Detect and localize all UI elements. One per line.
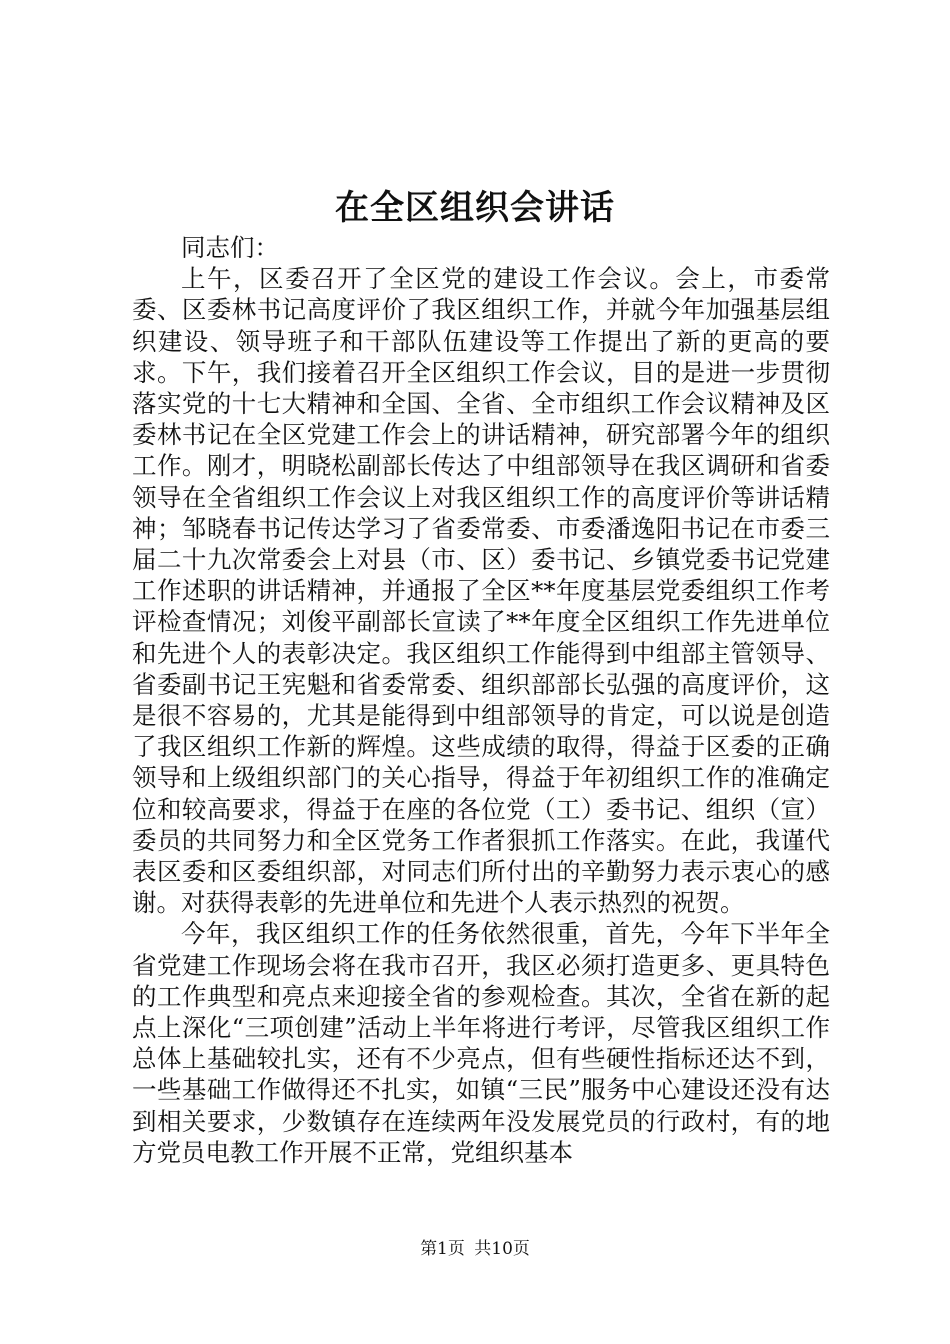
- paragraph-1: 上午，区委召开了全区党的建设工作会议。会上，市委常委、区委林书记高度评价了我区组织工作，并就今年加强基层组织建设、领导班子和干部队伍建设等工作提出了新的更高的要求。下午，我们接着召开全区组织工作会议，目的是进一步贯彻落实党的十七大精神和全国、全省、全市组织工作会议精神及区委林书记在全区党建工作会上的讲话精神，研究部署今年的组织工作。刚才，明晓松副部长传达了中组部领导在我区调研和省委领导在全省组织工作会议上对我区组织工作的高度评价等讲话精神；邹晓春书记传达学习了省委常委、市委潘逸阳书记在市委三届二十九次常委会上对县（市、区）委书记、乡镇党委书记党建工作述职的讲话精神，并通报了全区**年度基层党委组织工作考评检查情况；刘俊平副部长宣读了**年度全区组织工作先进单位和先进个人的表彰决定。我区组织工作能得到中组部主管领导、省委副书记王宪魁和省委常委、组织部部长弘强的高度评价，这是很不容易的，尤其是能得到中组部领导的肯定，可以说是创造了我区组织工作新的辉煌。这些成绩的取得，得益于区委的正确领导和上级组织部门的关心指导，得益于年初组织工作的准确定位和较高要求，得益于在座的各位党（工）委书记、组织（宣）委员的共同努力和全区党务工作者狠抓工作落实。在此，我谨代表区委和区委组织部，对同志们所付出的辛勤努力表示衷心的感谢。对获得表彰的先进单位和先进个人表示热烈的祝贺。: [132, 264, 830, 918]
- greeting: 同志们：: [181, 233, 279, 262]
- document-title: 在全区组织会讲话: [335, 188, 615, 228]
- paragraph-2: 今年，我区组织工作的任务依然很重，首先，今年下半年全省党建工作现场会将在我市召开，我区必须打造更多、更具特色的工作典型和亮点来迎接全省的参观检查。其次，全省在新的起点上深化“三项创建”活动上半年将进行考评，尽管我区组织工作总体上基础较扎实，还有不少亮点，但有些硬性指标还达不到，一些基础工作做得还不扎实，如镇“三民”服务中心建设还没有达到相关要求，少数镇存在连续两年没发展党员的行政村，有的地方党员电教工作开展不正常，党组织基本: [132, 919, 830, 1167]
- page-total: 共10页: [474, 1239, 530, 1259]
- document-body: [132, 232, 830, 1168]
- page-number: 第1页: [420, 1239, 465, 1259]
- page-footer: [0, 1238, 950, 1260]
